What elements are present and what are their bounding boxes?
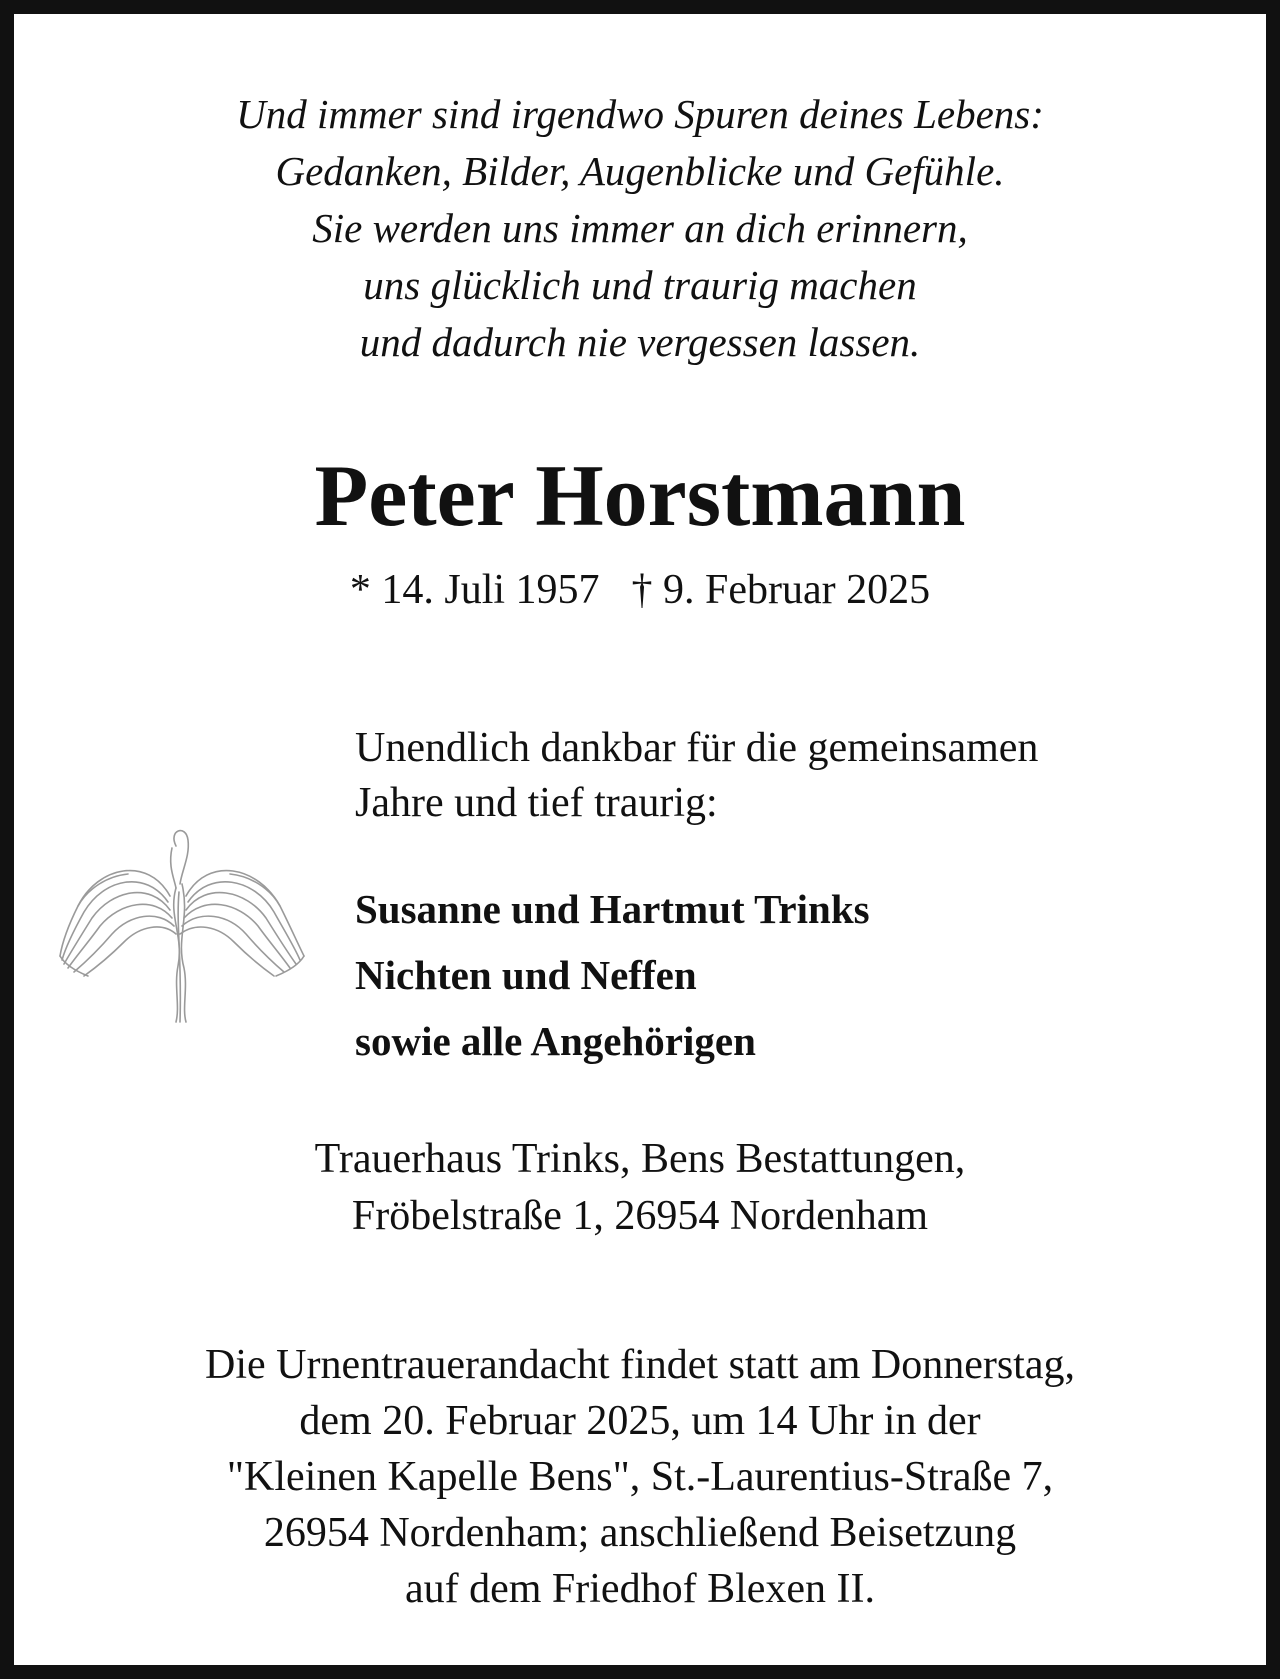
service-line: dem 20. Februar 2025, um 14 Uhr in der bbox=[299, 1398, 981, 1444]
address-line: Trauerhaus Trinks, Bens Bestattungen, bbox=[314, 1136, 966, 1182]
mourners-list bbox=[355, 876, 870, 1074]
life-dates bbox=[14, 565, 1266, 615]
service-line: auf dem Friedhof Blexen II. bbox=[404, 1566, 876, 1612]
poem-line: Gedanken, Bilder, Augenblicke und Gefühle. bbox=[275, 148, 1005, 194]
mourner-line: Nichten und Neffen bbox=[355, 952, 697, 998]
poem-line: Und immer sind irgendwo Spuren deines Lebens: bbox=[236, 91, 1044, 137]
mourner-line: Susanne und Hartmut Trinks bbox=[355, 886, 870, 932]
service-line: Die Urnentrauerandacht findet statt am Donnerstag, bbox=[204, 1342, 1075, 1388]
death-date: † 9. Februar 2025 bbox=[631, 567, 931, 613]
service-line: 26954 Nordenham; anschließend Beisetzung bbox=[263, 1510, 1017, 1556]
service-announcement bbox=[14, 1337, 1266, 1617]
poem-verse bbox=[14, 86, 1266, 371]
mourner-line: sowie alle Angehörigen bbox=[355, 1018, 756, 1064]
poem-line: uns glücklich und traurig machen bbox=[363, 262, 917, 308]
poem-line: Sie werden uns immer an dich erinnern, bbox=[312, 205, 968, 251]
service-line: "Kleinen Kapelle Bens", St.-Laurentius-Straße 7, bbox=[226, 1454, 1054, 1500]
address-line: Fröbelstraße 1, 26954 Nordenham bbox=[351, 1193, 929, 1239]
birth-date: * 14. Juli 1957 bbox=[349, 567, 600, 613]
thanks-line: Unendlich dankbar für die gemeinsamen bbox=[355, 725, 1039, 771]
poem-line: und dadurch nie vergessen lassen. bbox=[359, 319, 921, 365]
deceased-name: Peter Horstmann bbox=[314, 448, 966, 545]
thanks-text bbox=[355, 721, 1038, 831]
angel-icon bbox=[58, 826, 306, 1026]
mourning-house-address bbox=[14, 1131, 1266, 1245]
thanks-line: Jahre und tief traurig: bbox=[355, 780, 718, 826]
